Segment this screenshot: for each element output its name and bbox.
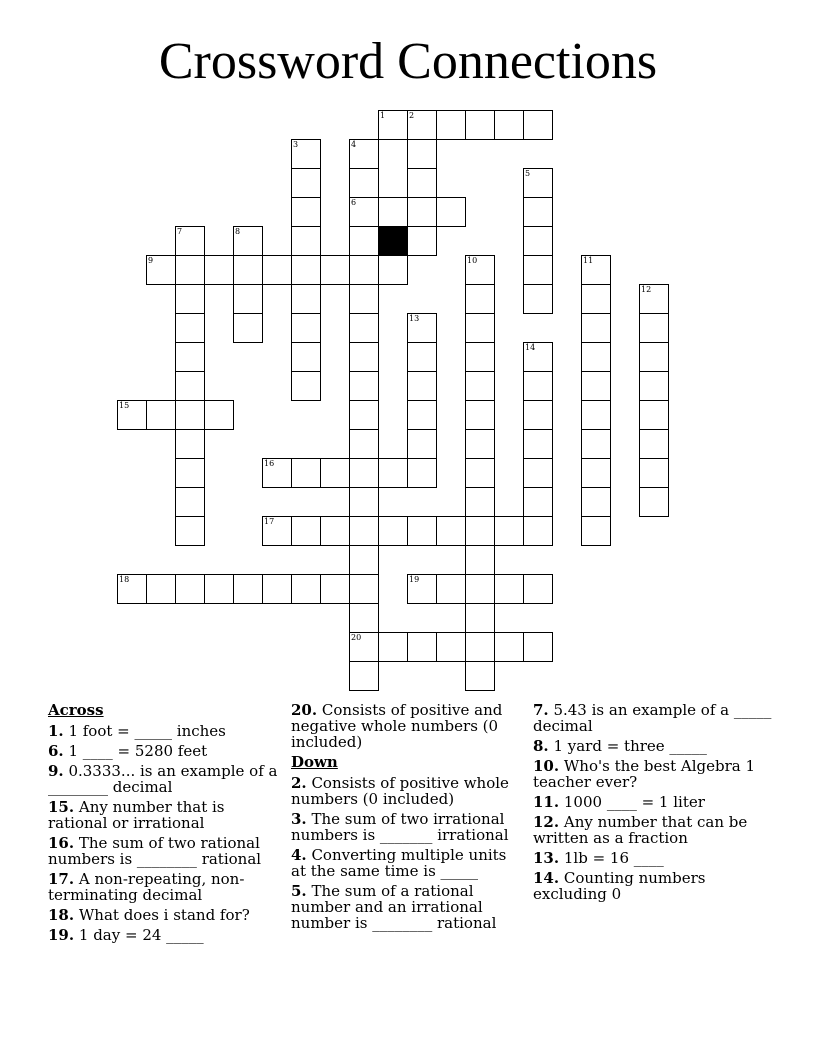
grid-cell[interactable] [407, 458, 437, 488]
grid-cell[interactable] [291, 255, 321, 285]
clue [48, 871, 283, 903]
grid-cell[interactable] [175, 255, 205, 285]
grid-cell[interactable] [349, 284, 379, 314]
grid-cell[interactable] [291, 516, 321, 546]
clue-number-label: 18. [48, 906, 75, 924]
grid-cell[interactable] [581, 313, 611, 343]
grid-cell[interactable] [436, 632, 466, 662]
down-clue-list-continued [533, 702, 773, 902]
clue [533, 758, 773, 790]
grid-cell[interactable] [378, 255, 408, 285]
clue-text: Counting numbers excluding 0 [533, 869, 706, 903]
grid-cell[interactable] [204, 255, 234, 285]
grid-cell[interactable] [407, 429, 437, 459]
clue-number-label: 13. [533, 849, 560, 867]
clue [533, 870, 773, 902]
clue-text: 5.43 is an example of a _____ decimal [533, 701, 772, 735]
grid-cell[interactable] [523, 516, 553, 546]
grid-cell[interactable] [349, 516, 379, 546]
grid-cell[interactable] [175, 342, 205, 372]
clue-text: 1 ____ = 5280 feet [63, 742, 208, 760]
grid-cell[interactable] [523, 342, 553, 372]
grid-cell[interactable] [436, 516, 466, 546]
grid-cell[interactable] [436, 197, 466, 227]
clue-text: The sum of a rational number and an irrational number is ________ rational [291, 882, 497, 932]
clue-number-label: 2. [291, 774, 307, 792]
grid-cell[interactable] [291, 226, 321, 256]
clue-text: What does i stand for? [74, 906, 250, 924]
grid-cell[interactable] [465, 574, 495, 604]
grid-cell[interactable] [523, 487, 553, 517]
clue [291, 883, 526, 931]
grid-cell[interactable] [407, 168, 437, 198]
grid-cell[interactable] [639, 284, 669, 314]
grid-cell[interactable] [175, 371, 205, 401]
grid-cell[interactable] [407, 226, 437, 256]
grid-cell[interactable] [349, 632, 379, 662]
clue-text: Consists of positive and negative whole numbers (0 included) [291, 701, 503, 751]
clue-number-label: 1. [48, 722, 64, 740]
grid-cell[interactable] [349, 139, 379, 169]
grid-cell[interactable] [581, 458, 611, 488]
grid-cell[interactable] [436, 574, 466, 604]
grid-cell[interactable] [407, 197, 437, 227]
clue [48, 763, 283, 795]
grid-cell[interactable] [291, 197, 321, 227]
grid-cell[interactable] [465, 429, 495, 459]
clue-number-label: 20. [291, 701, 318, 719]
grid-cell[interactable] [349, 429, 379, 459]
clue-number: 5 [525, 169, 531, 178]
grid-cell[interactable] [233, 284, 263, 314]
clue [533, 814, 773, 846]
grid-cell[interactable] [378, 516, 408, 546]
clue [533, 850, 773, 866]
grid-cell[interactable] [349, 342, 379, 372]
grid-cell[interactable] [204, 400, 234, 430]
clue [533, 794, 773, 810]
grid-cell[interactable] [523, 429, 553, 459]
grid-cell[interactable] [349, 226, 379, 256]
grid-cell[interactable] [291, 139, 321, 169]
grid-cell[interactable] [233, 313, 263, 343]
clue-text: Consists of positive whole numbers (0 included) [291, 774, 509, 808]
grid-cell[interactable] [320, 458, 350, 488]
grid-cell[interactable] [175, 574, 205, 604]
grid-cell[interactable] [465, 487, 495, 517]
grid-cell[interactable] [407, 139, 437, 169]
grid-cell[interactable] [465, 516, 495, 546]
grid-cell[interactable] [117, 400, 147, 430]
clue-number: 1 [380, 111, 386, 120]
clue-number-label: 17. [48, 870, 75, 888]
grid-cell[interactable] [523, 226, 553, 256]
grid-cell[interactable] [175, 226, 205, 256]
clue [533, 702, 773, 734]
down-clue-list [291, 775, 526, 931]
grid-cell[interactable] [204, 574, 234, 604]
grid-cell[interactable] [320, 574, 350, 604]
clue-number-label: 16. [48, 834, 75, 852]
grid-cell[interactable] [436, 110, 466, 140]
clue-text: 1 yard = three _____ [548, 737, 707, 755]
grid-cell[interactable] [523, 371, 553, 401]
clue-number-label: 14. [533, 869, 560, 887]
clue-number: 8 [235, 227, 241, 236]
grid-cell[interactable] [581, 284, 611, 314]
clue-number-label: 3. [291, 810, 307, 828]
grid-cell[interactable] [117, 574, 147, 604]
grid-cell[interactable] [639, 400, 669, 430]
grid-cell[interactable] [581, 255, 611, 285]
clue-number: 15 [119, 401, 130, 410]
across-heading: Across [48, 701, 104, 719]
grid-cell[interactable] [262, 574, 292, 604]
clue-text: Any number that can be written as a fraction [533, 813, 748, 847]
clue-number: 10 [467, 256, 478, 265]
grid-cell[interactable] [523, 632, 553, 662]
grid-cell[interactable] [146, 400, 176, 430]
grid-cell[interactable] [465, 284, 495, 314]
clue-number-label: 8. [533, 737, 549, 755]
grid-cell[interactable] [262, 255, 292, 285]
clue-number: 16 [264, 459, 275, 468]
black-cell [378, 226, 408, 256]
clue-text: The sum of two irrational numbers is _______ irrational [291, 810, 509, 844]
grid-cell[interactable] [465, 255, 495, 285]
grid-cell[interactable] [349, 574, 379, 604]
grid-cell[interactable] [349, 545, 379, 575]
grid-cell[interactable] [349, 487, 379, 517]
grid-cell[interactable] [349, 197, 379, 227]
clue-number-label: 5. [291, 882, 307, 900]
grid-cell[interactable] [581, 371, 611, 401]
grid-cell[interactable] [523, 255, 553, 285]
grid-cell[interactable] [320, 516, 350, 546]
grid-cell[interactable] [465, 603, 495, 633]
grid-cell[interactable] [233, 226, 263, 256]
grid-cell[interactable] [233, 255, 263, 285]
grid-cell[interactable] [291, 168, 321, 198]
grid-cell[interactable] [349, 371, 379, 401]
clue-column-2 [291, 702, 526, 935]
grid-cell[interactable] [233, 574, 263, 604]
grid-cell[interactable] [639, 342, 669, 372]
clue-number: 19 [409, 575, 420, 584]
grid-cell[interactable] [175, 313, 205, 343]
clue-number: 3 [293, 140, 299, 149]
grid-cell[interactable] [407, 632, 437, 662]
grid-cell[interactable] [378, 110, 408, 140]
grid-cell[interactable] [494, 516, 524, 546]
clue [48, 907, 283, 923]
down-heading: Down [291, 753, 338, 771]
clue-number-label: 19. [48, 926, 75, 944]
grid-cell[interactable] [175, 458, 205, 488]
grid-cell[interactable] [494, 574, 524, 604]
grid-cell[interactable] [523, 197, 553, 227]
grid-cell[interactable] [465, 400, 495, 430]
grid-cell[interactable] [581, 516, 611, 546]
clue [48, 835, 283, 867]
clue-number: 6 [351, 198, 357, 207]
grid-cell[interactable] [407, 516, 437, 546]
grid-cell[interactable] [378, 458, 408, 488]
clue-text: 0.3333... is an example of a ________ decimal [48, 762, 278, 796]
grid-cell[interactable] [320, 255, 350, 285]
clue [291, 847, 526, 879]
clue [291, 702, 526, 750]
grid-cell[interactable] [407, 313, 437, 343]
grid-cell[interactable] [581, 400, 611, 430]
across-clue-list [48, 723, 283, 943]
grid-cell[interactable] [175, 429, 205, 459]
clue-text: 1 day = 24 _____ [74, 926, 204, 944]
grid-cell[interactable] [407, 400, 437, 430]
clue [48, 799, 283, 831]
clue-number: 2 [409, 111, 415, 120]
grid-cell[interactable] [639, 429, 669, 459]
grid-cell[interactable] [378, 197, 408, 227]
clue-number-label: 7. [533, 701, 549, 719]
clue [291, 775, 526, 807]
grid-cell[interactable] [465, 371, 495, 401]
grid-cell[interactable] [175, 284, 205, 314]
clue-column-1 [48, 702, 283, 947]
grid-cell[interactable] [146, 255, 176, 285]
clue-number: 17 [264, 517, 275, 526]
grid-cell[interactable] [639, 371, 669, 401]
grid-cell[interactable] [639, 313, 669, 343]
grid-cell[interactable] [581, 487, 611, 517]
clue-text: 1 foot = _____ inches [63, 722, 226, 740]
grid-cell[interactable] [465, 661, 495, 691]
clue [48, 927, 283, 943]
grid-cell[interactable] [175, 487, 205, 517]
grid-cell[interactable] [349, 400, 379, 430]
grid-cell[interactable] [349, 313, 379, 343]
grid-cell[interactable] [639, 458, 669, 488]
grid-cell[interactable] [291, 574, 321, 604]
grid-cell[interactable] [378, 632, 408, 662]
grid-cell[interactable] [407, 342, 437, 372]
clue-text: A non-repeating, non-terminating decimal [48, 870, 245, 904]
clue-number-label: 12. [533, 813, 560, 831]
grid-cell[interactable] [523, 110, 553, 140]
grid-cell[interactable] [523, 574, 553, 604]
grid-cell[interactable] [407, 574, 437, 604]
clue-column-3 [533, 702, 773, 906]
clue-text: The sum of two rational numbers is ________ rational [48, 834, 262, 868]
grid-cell[interactable] [262, 516, 292, 546]
grid-cell[interactable] [407, 110, 437, 140]
grid-cell[interactable] [639, 487, 669, 517]
clue-number: 20 [351, 633, 362, 642]
clue-number: 12 [641, 285, 652, 294]
grid-cell[interactable] [291, 342, 321, 372]
clue-number: 4 [351, 140, 357, 149]
clue-number: 9 [148, 256, 154, 265]
clue-number-label: 10. [533, 757, 560, 775]
grid-cell[interactable] [349, 661, 379, 691]
grid-cell[interactable] [262, 458, 292, 488]
grid-cell[interactable] [349, 168, 379, 198]
clue-text: 1000 ____ = 1 liter [559, 793, 705, 811]
puzzle-title: Crossword Connections [158, 33, 658, 90]
clue-number-label: 6. [48, 742, 64, 760]
clue [48, 743, 283, 759]
grid-cell[interactable] [523, 458, 553, 488]
clue-number-label: 11. [533, 793, 560, 811]
grid-cell[interactable] [523, 400, 553, 430]
grid-cell[interactable] [494, 110, 524, 140]
clue-text: Any number that is rational or irrational [48, 798, 225, 832]
grid-cell[interactable] [465, 313, 495, 343]
clue-number: 18 [119, 575, 130, 584]
clue-text: Converting multiple units at the same time is _____ [291, 846, 507, 880]
grid-cell[interactable] [465, 342, 495, 372]
grid-cell[interactable] [175, 400, 205, 430]
grid-cell[interactable] [291, 371, 321, 401]
grid-cell[interactable] [523, 168, 553, 198]
clue [48, 723, 283, 739]
grid-cell[interactable] [291, 284, 321, 314]
grid-cell[interactable] [465, 110, 495, 140]
clue-text: 1lb = 16 ____ [559, 849, 664, 867]
grid-cell[interactable] [581, 342, 611, 372]
across-clue-list-continued [291, 702, 526, 750]
clue-number: 13 [409, 314, 420, 323]
clue-number-label: 9. [48, 762, 64, 780]
grid-cell[interactable] [494, 632, 524, 662]
clue-number: 14 [525, 343, 536, 352]
grid-cell[interactable] [465, 545, 495, 575]
clue-number: 11 [583, 256, 594, 265]
grid-cell[interactable] [523, 284, 553, 314]
grid-cell[interactable] [146, 574, 176, 604]
grid-cell[interactable] [291, 458, 321, 488]
clue [291, 811, 526, 843]
clue-number-label: 15. [48, 798, 75, 816]
grid-cell[interactable] [349, 255, 379, 285]
grid-cell[interactable] [349, 603, 379, 633]
clue-number-label: 4. [291, 846, 307, 864]
grid-cell[interactable] [349, 458, 379, 488]
grid-cell[interactable] [291, 313, 321, 343]
clue-text: Who's the best Algebra 1 teacher ever? [533, 757, 756, 791]
clue-number: 7 [177, 227, 183, 236]
grid-cell[interactable] [407, 371, 437, 401]
grid-cell[interactable] [581, 429, 611, 459]
grid-cell[interactable] [465, 632, 495, 662]
clue [533, 738, 773, 754]
grid-cell[interactable] [175, 516, 205, 546]
grid-cell[interactable] [465, 458, 495, 488]
